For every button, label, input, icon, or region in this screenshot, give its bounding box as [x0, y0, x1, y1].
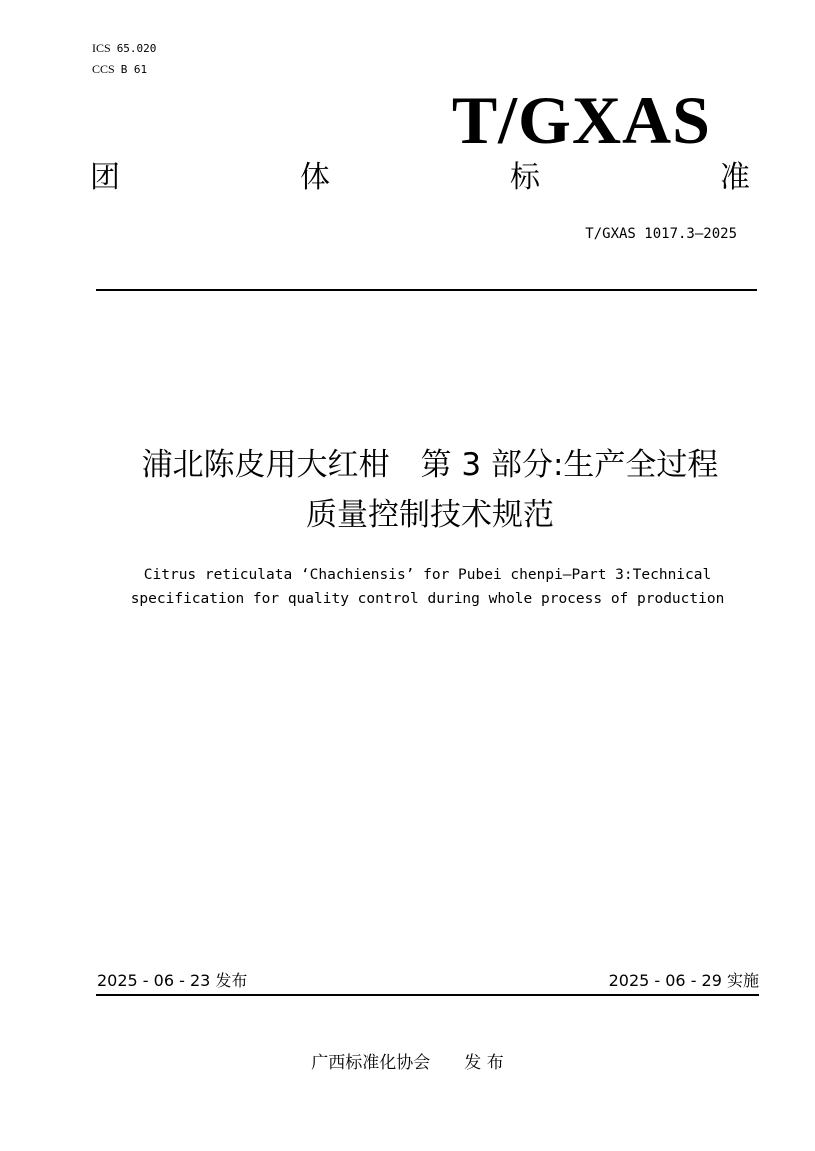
publisher-name: 广西标准化协会	[311, 1053, 431, 1073]
top-divider	[96, 289, 757, 291]
standard-number: T/GXAS 1017.3—2025	[585, 226, 737, 242]
bottom-divider	[96, 994, 759, 996]
implementation-date: 2025 - 06 - 29 实施	[608, 971, 759, 990]
standard-type	[90, 156, 750, 200]
ccs-code	[92, 62, 147, 77]
issue-date: 2025 - 06 - 23 发布	[97, 971, 248, 990]
standard-type-char-1: 团	[90, 160, 120, 195]
standard-logo: T/GXAS	[451, 82, 711, 158]
english-title-line-1: Citrus reticulata ‘Chachiensis’ for Pubei chenpi—Part 3:Technical	[143, 567, 712, 583]
english-title-line-2: specification for quality control during whole process of production	[130, 591, 725, 607]
ccs-label: CCS	[92, 62, 115, 76]
ics-value: 65.020	[116, 42, 157, 55]
standard-type-char-4: 准	[720, 160, 750, 195]
chinese-title	[60, 440, 800, 540]
english-title	[40, 563, 815, 611]
ccs-value: B 61	[120, 63, 148, 76]
ics-code	[92, 41, 156, 56]
standard-type-char-3: 标	[510, 160, 540, 195]
chinese-title-line-1: 浦北陈皮用大红柑 第 3 部分:生产全过程	[141, 447, 719, 483]
standard-type-char-2: 体	[300, 160, 330, 195]
publisher-action: 发 布	[464, 1053, 504, 1073]
publisher-line	[0, 1051, 815, 1075]
chinese-title-line-2: 质量控制技术规范	[306, 497, 554, 533]
ics-label: ICS	[92, 41, 111, 55]
